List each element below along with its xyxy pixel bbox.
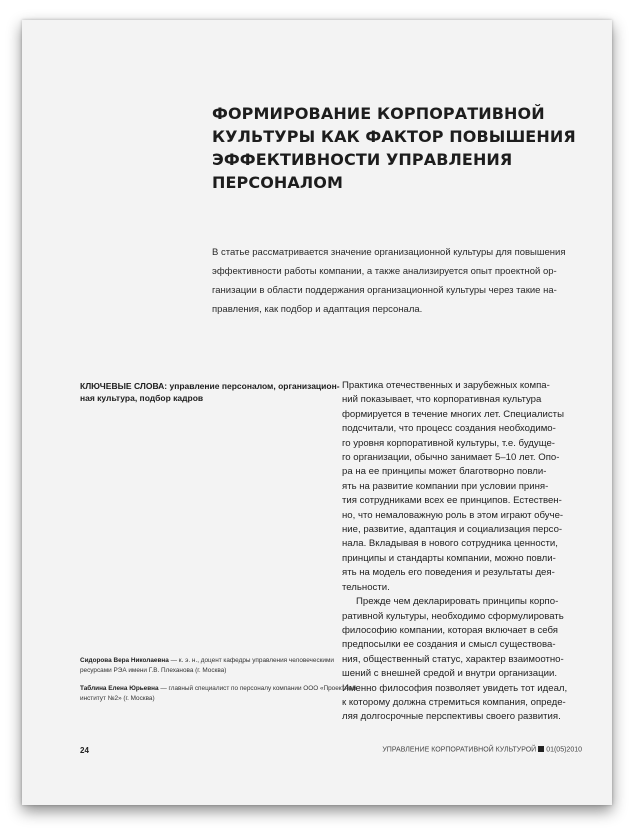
body-line: нала. Вкладывая в нового сотрудника ценности, [342, 538, 558, 550]
title-line: КУЛЬТУРЫ КАК ФАКТОР ПОВЫШЕНИЯ [212, 127, 576, 146]
paragraph [342, 379, 602, 595]
body-line: ляя долгосрочные перспективы своего развития. [342, 711, 561, 723]
abstract-line: правления, как подбор и адаптация персонала. [212, 304, 423, 315]
body-line: тия сотрудниками всех ее принципов. Естествен- [342, 495, 562, 507]
body-line: принципы и стандарты компании, можно повли- [342, 552, 556, 564]
body-line: предпосылки ее создания и смысл существова- [342, 639, 556, 651]
title-line: ПЕРСОНАЛОМ [212, 173, 343, 192]
keywords-text: управление персоналом, организацион- [169, 381, 340, 391]
paragraph [342, 595, 602, 725]
author-info [80, 684, 357, 704]
body-line: ра на ее принципы может благотворно повли- [342, 466, 547, 478]
body-line: ний показывает, что корпоративная культура [342, 394, 542, 406]
title-line: ФОРМИРОВАНИЕ КОРПОРАТИВНОЙ [212, 104, 545, 123]
article-abstract [212, 243, 592, 319]
keywords-text: ная культура, подбор кадров [80, 393, 204, 403]
abstract-line: ганизации в области поддержания организационной культуры через такие на- [212, 285, 557, 296]
keywords-label: КЛЮЧЕВЫЕ СЛОВА: [80, 381, 168, 391]
author-info [80, 656, 335, 676]
body-line: но, что немаловажную роль в этом играют обуче- [342, 509, 564, 521]
body-text [342, 379, 602, 725]
body-line: ративной культуры, необходимо сформулировать [342, 610, 564, 622]
author-line [80, 684, 357, 694]
body-line: ять на развитие компании при условии приня- [342, 480, 549, 492]
body-line: ние, развитие, адаптация и социализация персо- [342, 524, 563, 536]
author-affiliation: — к. э. н., доцент кафедры управления человеческими [168, 657, 334, 664]
abstract-line: эффективности работы компании, а также анализируется опыт проектной ор- [212, 266, 557, 277]
body-line: шений с внешней средой и внутри организации. [342, 668, 558, 680]
author-name: Сидорова Вера Николаевна [80, 657, 169, 664]
body-line: Именно философия позволяет увидеть тот идеал, [342, 682, 568, 694]
abstract-line: В статье рассматривается значение организационной культуры для повышения [212, 247, 566, 258]
author-line [80, 656, 335, 666]
body-line: подсчитали, что процесс создания необходимо- [342, 423, 556, 435]
author-affiliation: — главный специалист по персоналу компании ООО «Проектный [158, 685, 357, 692]
journal-footer [382, 746, 582, 754]
body-line: ять на модель его поведения и результаты дея- [342, 567, 555, 579]
article-title [212, 102, 592, 194]
keywords-line [80, 380, 340, 392]
page-number: 24 [80, 746, 89, 755]
author-affiliation: ресурсами РЭА имени Г.В. Плеханова (г. Москва) [80, 667, 227, 674]
body-line: го уровня корпоративной культуры, т.е. будуще- [342, 437, 556, 449]
body-line: го организации, обычно занимает 5–10 лет. Опо- [342, 452, 560, 464]
body-line: тельности. [342, 581, 390, 593]
body-line: Прежде чем декларировать принципы корпо- [356, 596, 559, 608]
keywords-block [80, 380, 340, 404]
title-line: ЭФФЕКТИВНОСТИ УПРАВЛЕНИЯ [212, 150, 513, 169]
author-name: Таблина Елена Юрьевна [80, 685, 159, 692]
journal-name: УПРАВЛЕНИЕ КОРПОРАТИВНОЙ КУЛЬТУРОЙ [382, 746, 537, 754]
body-line: к которому должна стремиться компания, опреде- [342, 696, 566, 708]
body-line: Практика отечественных и зарубежных компа- [342, 380, 550, 391]
square-bullet-icon [538, 746, 544, 752]
keywords-line [80, 392, 330, 404]
journal-page [22, 20, 612, 805]
body-line: ния, общественный статус, характер взаимоотно- [342, 653, 564, 665]
author-affiliation: институт №2» (г. Москва) [80, 695, 155, 702]
authors-block [80, 656, 357, 712]
body-line: формируется в течение многих лет. Специалисты [342, 408, 564, 420]
journal-issue: 01(05)2010 [546, 746, 582, 754]
body-line: философию компании, которая включает в себя [342, 624, 559, 636]
